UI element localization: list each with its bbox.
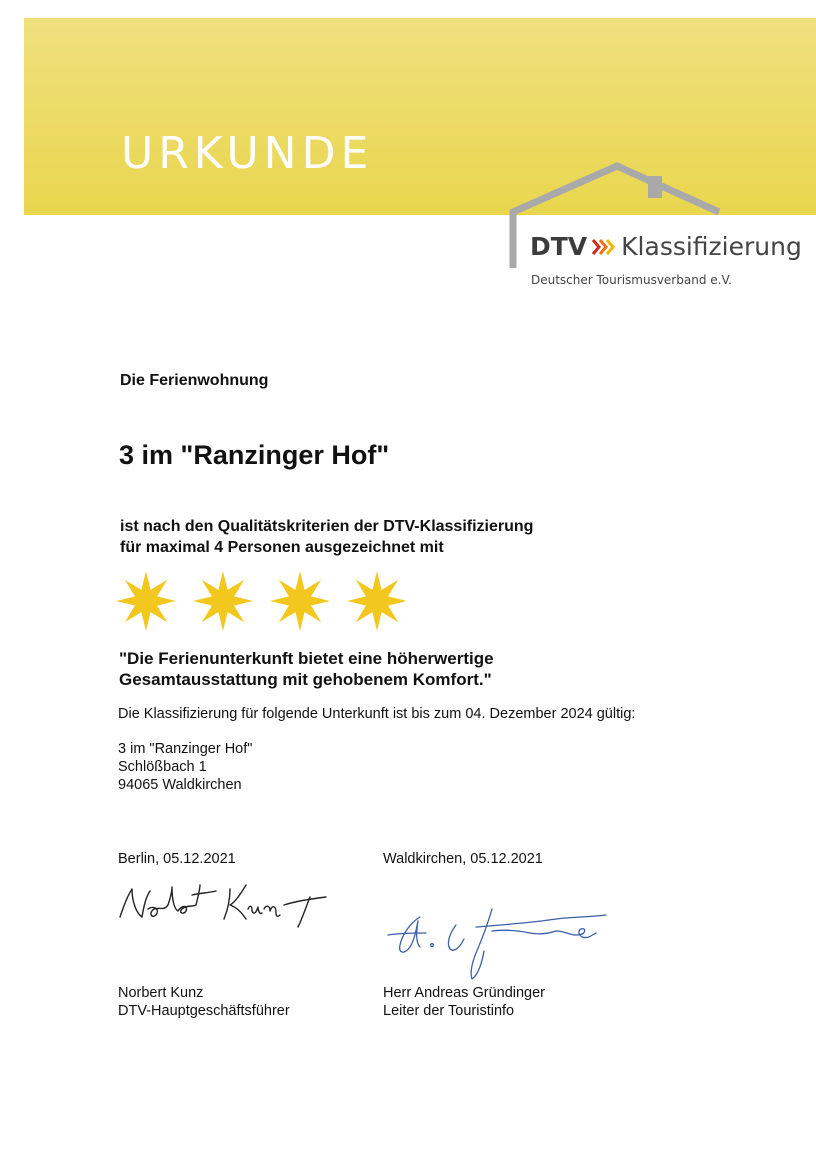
page-title: URKUNDE: [121, 128, 374, 179]
signer-right: [383, 984, 545, 1020]
star-icon: [193, 571, 253, 631]
dtv-logo: [530, 232, 802, 261]
quote-line-2: Gesamtausstattung mit gehobenem Komfort.": [119, 670, 492, 689]
criteria-line-2: für maximal 4 Personen ausgezeichnet mit: [120, 539, 444, 556]
signer-right-role: Leiter der Touristinfo: [383, 1003, 515, 1019]
criteria-text: [120, 516, 533, 558]
place-date-left: Berlin, 05.12.2021: [118, 851, 236, 867]
signature-andreas-gruendinger: [380, 895, 615, 990]
property-name: 3 im "Ranzinger Hof": [119, 440, 390, 470]
validity-text: Die Klassifizierung für folgende Unterkunft ist bis zum 04. Dezember 2024 gültig:: [118, 706, 636, 722]
star-rating: [115, 570, 405, 632]
star-icon: [116, 571, 176, 631]
logo-brand: DTV: [530, 232, 588, 261]
signature-norbert-kunz: [112, 875, 352, 940]
star-icon: [347, 571, 405, 631]
quote-line-1: "Die Ferienunterkunft bietet eine höherwertige: [119, 649, 494, 668]
address-line-2: Schlößbach 1: [118, 759, 207, 775]
signer-right-name: Herr Andreas Gründinger: [383, 985, 545, 1001]
address-line-3: 94065 Waldkirchen: [118, 777, 242, 793]
accommodation-type: Die Ferienwohnung: [120, 372, 269, 389]
signer-left-role: DTV-Hauptgeschäftsführer: [118, 1003, 290, 1019]
chevrons-icon: [591, 238, 615, 256]
place-date-right: Waldkirchen, 05.12.2021: [383, 851, 543, 867]
criteria-line-1: ist nach den Qualitätskriterien der DTV-Klassifizierung: [120, 518, 534, 535]
logo-label: Klassifizierung: [621, 232, 802, 261]
quality-quote: [119, 648, 494, 690]
address-line-1: 3 im "Ranzinger Hof": [118, 741, 253, 757]
address-block: [118, 740, 252, 794]
signer-left-name: Norbert Kunz: [118, 985, 204, 1001]
logo-subtitle: Deutscher Tourismusverband e.V.: [531, 273, 732, 287]
signer-left: [118, 984, 290, 1020]
star-icon: [270, 571, 330, 631]
